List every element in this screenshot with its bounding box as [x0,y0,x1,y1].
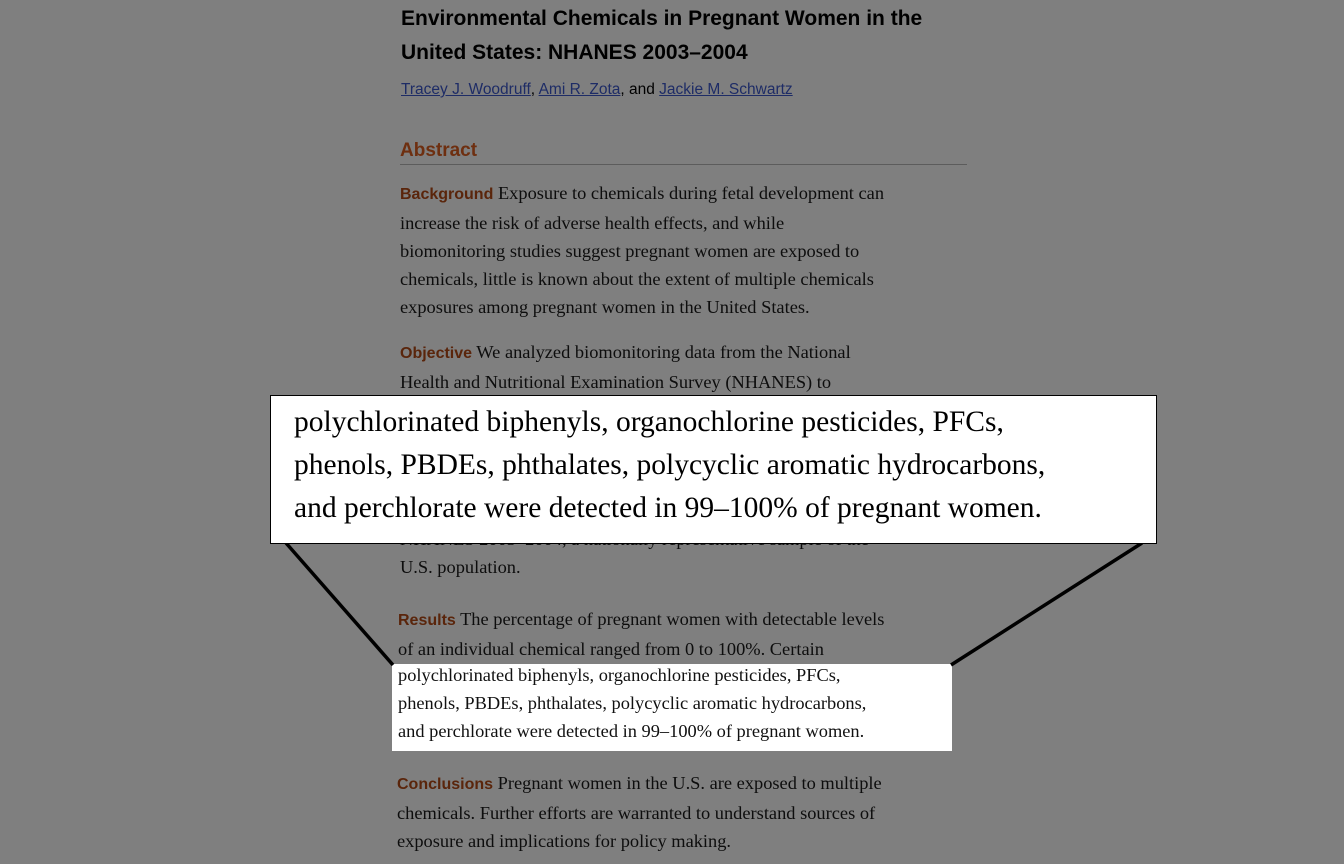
objective-text-line: Health and Nutritional Examination Survey (NHANES) to [400,372,832,392]
results-label: Results [398,612,456,629]
highlighted-passage [398,661,958,745]
abstract-objective [400,338,970,396]
abstract-conclusions [397,769,967,855]
conclusions-label: Conclusions [397,776,494,793]
results-text-line: The percentage of pregnant women with detectable levels [460,609,885,629]
zoom-line: and perchlorate were detected in 99–100% of pregnant women. [294,492,1042,524]
title-line: United States: NHANES 2003–2004 [401,41,748,64]
background-text-line: exposures among pregnant women in the United States. [400,297,810,317]
zoom-connector-left [286,543,393,665]
conclusions-text-line: Pregnant women in the U.S. are exposed to multiple [497,773,882,793]
zoom-callout-text [294,401,1154,530]
zoom-connector-right [951,543,1142,665]
author-link-schwartz[interactable]: Jackie M. Schwartz [659,81,793,98]
title-line: Environmental Chemicals in Pregnant Women in the [401,7,923,30]
author-list [401,78,793,102]
results-text-line: of an individual chemical ranged from 0 to 100%. Certain [398,639,824,659]
highlighted-line: and perchlorate were detected in 99–100% of pregnant women. [398,721,865,741]
zoom-line: polychlorinated biphenyls, organochlorine pesticides, PFCs, [294,406,1004,438]
objective-text-line: We analyzed biomonitoring data from the National [476,342,851,362]
objective-label: Objective [400,345,473,362]
author-separator: , [530,81,539,98]
highlighted-line: polychlorinated biphenyls, organochlorine pesticides, PFCs, [398,665,841,685]
background-text-line: chemicals, little is known about the extent of multiple chemicals [400,269,874,289]
background-label: Background [400,186,494,203]
author-link-zota[interactable]: Ami R. Zota [538,81,621,98]
abstract-results [398,605,968,663]
conclusions-text-line: chemicals. Further efforts are warranted to understand sources of [397,803,876,823]
abstract-background [400,179,970,321]
methods-text-line: U.S. population. [400,557,521,577]
conclusions-text-line: exposure and implications for policy making. [397,831,732,851]
author-separator: , and [620,81,660,98]
background-text-line: increase the risk of adverse health effects, and while [400,213,785,233]
article-title [401,2,1001,70]
background-text-line: Exposure to chemicals during fetal development can [497,183,885,203]
highlighted-line: phenols, PBDEs, phthalates, polycyclic aromatic hydrocarbons, [398,693,867,713]
author-link-woodruff[interactable]: Tracey J. Woodruff [401,81,531,98]
background-text-line: biomonitoring studies suggest pregnant women are exposed to [400,241,860,261]
abstract-heading: Abstract [400,138,967,165]
zoom-line: phenols, PBDEs, phthalates, polycyclic aromatic hydrocarbons, [294,449,1046,481]
